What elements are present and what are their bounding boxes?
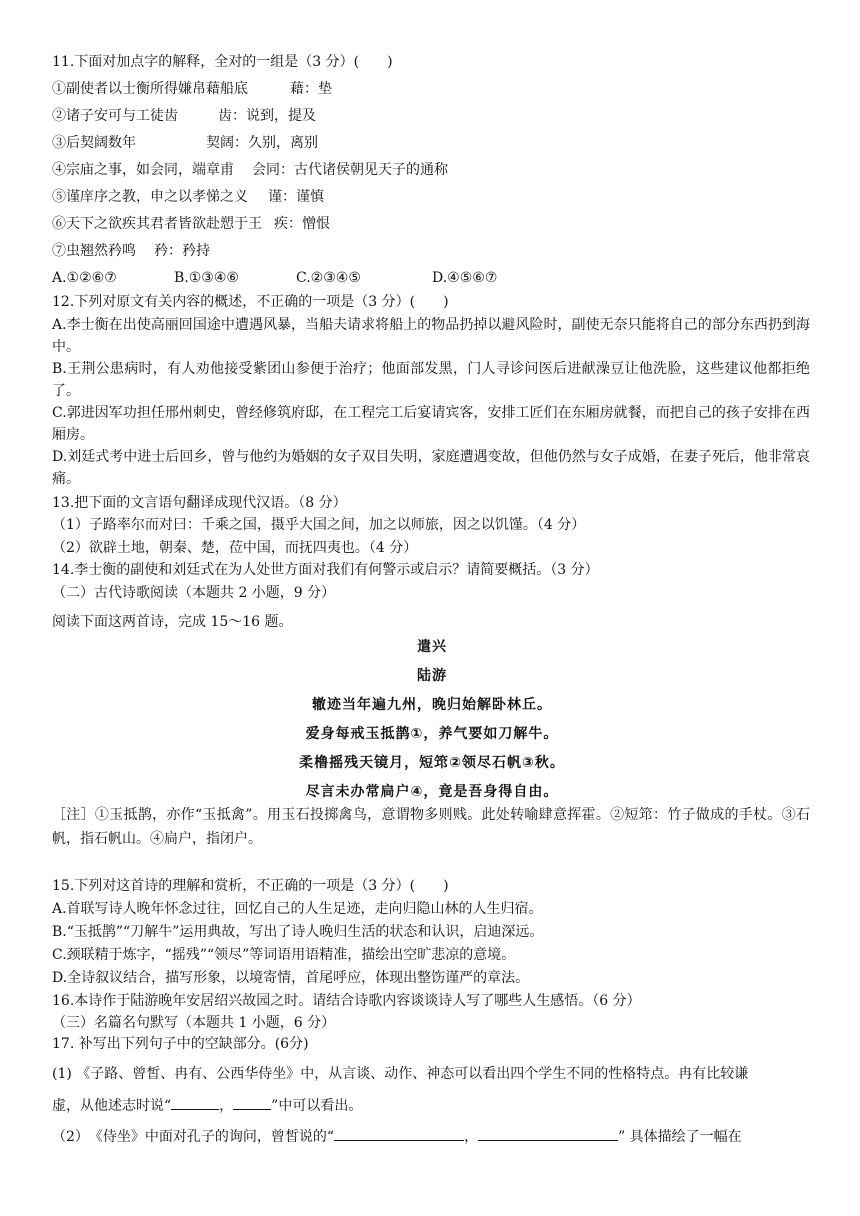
q15-option-d: D.全诗叙议结合，描写形象，以境寄情，首尾呼应，体现出整饬谨严的章法。 bbox=[52, 970, 530, 986]
q11-option-b: B.①③④⑥ bbox=[174, 270, 239, 286]
poem-line-1: 辙迹当年遍九州，晚归始解卧林丘。 bbox=[312, 697, 552, 713]
q15-stem: 15.下列对这首诗的理解和赏析，不正确的一项是（3 分）( ) bbox=[52, 878, 449, 894]
q14-stem: 14.李士衡的副使和刘廷式在为人处世方面对我们有何警示或启示？请简要概括。（3 分） bbox=[52, 562, 599, 578]
q11-item-3 bbox=[52, 133, 318, 153]
item-gloss: 疾：憎恨 bbox=[274, 216, 330, 232]
q17-part-2-line-1 bbox=[52, 1126, 742, 1147]
q11-item-5 bbox=[52, 187, 324, 207]
q11-option-c: C.②③④⑤ bbox=[296, 270, 361, 286]
q12-stem: 12.下列对原文有关内容的概述，不正确的一项是（3 分）( ) bbox=[52, 294, 449, 310]
text-segment: （2） 《侍坐》中面对孔子的询问，曾皙说的“ bbox=[52, 1129, 335, 1145]
q17-stem: 17. 补写出下列句子中的空缺部分。(6分) bbox=[52, 1036, 309, 1052]
q11-item-7 bbox=[52, 241, 210, 261]
q13-sentence-2: （2）欲辟土地，朝秦、楚，莅中国，而抚四夷也。（4 分） bbox=[52, 540, 418, 556]
blank-answer-1[interactable] bbox=[171, 1095, 219, 1110]
q11-stem: 11.下面对加点字的解释，全对的一组是（3 分）( ) bbox=[52, 54, 393, 70]
q11-item-2 bbox=[52, 106, 316, 126]
q11-option-d: D.④⑤⑥⑦ bbox=[432, 270, 498, 286]
item-gloss: 谨：谨慎 bbox=[268, 189, 324, 205]
q12-option-c: C.郭进因军功担任邢州刺史，曾经修筑府邸，在工程完工后宴请宾客，安排工匠们在东厢房就餐，而把自己的孩子安排在西厢房。 bbox=[52, 405, 810, 443]
q12-option-d: D.刘廷式考中进士后回乡，曾与他约为婚姻的女子双目失明，家庭遭遇变故，但他仍然与女子成婚，在妻子死后，他非常哀痛。 bbox=[52, 449, 810, 487]
q12-option-a: A.李士衡在出使高丽回国途中遭遇风暴，当船夫请求将船上的物品扔掉以避风险时，副使无奈只能将自己的部分东西扔到海中。 bbox=[52, 317, 810, 355]
poem-title: 遣兴 bbox=[417, 639, 447, 655]
item-text: ⑤谨庠序之教，申之以孝悌之义 bbox=[52, 189, 248, 205]
text-segment: ”中可以看出。 bbox=[271, 1098, 363, 1114]
section-2-heading: （二）古代诗歌阅读（本题共 2 小题，9 分） bbox=[52, 585, 336, 601]
item-text: ③后契阔数年 bbox=[52, 135, 136, 151]
item-gloss: 契阔：久别，离别 bbox=[206, 135, 318, 151]
q11-item-4 bbox=[52, 160, 448, 180]
item-gloss: 藉：垫 bbox=[290, 81, 332, 97]
q11-item-1 bbox=[52, 79, 332, 99]
item-gloss: 矜：矜持 bbox=[154, 243, 210, 259]
item-text: ②诸子安可与工徒齿 bbox=[52, 108, 178, 124]
poem-author: 陆游 bbox=[417, 668, 447, 684]
text-segment: ， bbox=[219, 1098, 234, 1114]
q13-sentence-1: （1）子路率尔而对曰：千乘之国，摄乎大国之间，加之以师旅，因之以饥馑。（4 分） bbox=[52, 517, 586, 533]
blank-answer-2[interactable] bbox=[233, 1095, 271, 1110]
item-text: ⑥天下之欲疾其君者皆欲赴愬于王 bbox=[52, 216, 262, 232]
q17-part-1-line-2 bbox=[52, 1095, 362, 1116]
text-segment: ” 具体描绘了一幅在 bbox=[618, 1129, 742, 1145]
blank-answer-4[interactable] bbox=[478, 1126, 618, 1141]
item-text: ④宗庙之事，如会同，端章甫 bbox=[52, 162, 234, 178]
q11-item-6 bbox=[52, 214, 330, 234]
item-text: ①副使者以士衡所得嫌帛藉船底 bbox=[52, 81, 248, 97]
q16-stem: 16.本诗作于陆游晚年安居绍兴故园之时。请结合诗歌内容谈谈诗人写了哪些人生感悟。（6 分） bbox=[52, 993, 641, 1009]
section-2-intro: 阅读下面这两首诗，完成 15～16 题。 bbox=[52, 614, 293, 630]
q12-option-b: B.王荆公患病时，有人劝他接受紫团山参便于治疗；他面部发黑，门人寻诊问医后进献澡豆让他洗脸，这些建议他都拒绝了。 bbox=[52, 361, 810, 399]
q15-option-a: A.首联写诗人晚年怀念过往，回忆自己的人生足迹，走向归隐山林的人生归宿。 bbox=[52, 901, 543, 917]
item-text: ⑦虫翘然矜鸣 bbox=[52, 243, 136, 259]
q11-option-a: A.①②⑥⑦ bbox=[52, 270, 117, 286]
text-segment: ， bbox=[464, 1129, 479, 1145]
q15-option-c: C.颈联精于炼字，“摇残”“领尽”等词语用语精准，描绘出空旷悲凉的意境。 bbox=[52, 947, 516, 963]
text-segment: 虚，从他述志时说“ bbox=[52, 1098, 172, 1114]
q11-options bbox=[52, 268, 497, 288]
poem-line-3: 柔橹摇残天镜月，短筇②领尽石帆③秋。 bbox=[299, 755, 565, 771]
poem-line-2: 爱身每戒玉抵鹊①，养气要如刀解牛。 bbox=[305, 726, 559, 742]
section-3-heading: （三）名篇名句默写（本题共 1 小题，6 分） bbox=[52, 1015, 336, 1031]
q17-part-1-line-1: (1) 《子路、曾皙、冉有、公西华侍坐》中，从言谈、动作、神态可以看出四个学生不同的性格特点。冉有比较谦 bbox=[52, 1066, 749, 1082]
item-gloss: 会同：古代诸侯朝见天子的通称 bbox=[252, 162, 448, 178]
item-gloss: 齿：说到，提及 bbox=[218, 108, 316, 124]
poem-note: ［注］①玉抵鹊，亦作“玉抵禽”。用玉石投掷禽鸟，意谓物多则贱。此处转喻肆意挥霍。②短筇：竹子做成的手杖。③石帆，指石帆山。④扃户，指闭户。 bbox=[52, 807, 810, 847]
q15-option-b: B.“玉抵鹊”“刀解牛”运用典故，写出了诗人晚归生活的状态和认识，启迪深远。 bbox=[52, 924, 544, 940]
poem-line-4: 尽言未办常扃户④，竟是吾身得自由。 bbox=[305, 784, 559, 800]
blank-answer-3[interactable] bbox=[334, 1126, 464, 1141]
q13-stem: 13.把下面的文言语句翻译成现代汉语。（8 分） bbox=[52, 495, 347, 511]
